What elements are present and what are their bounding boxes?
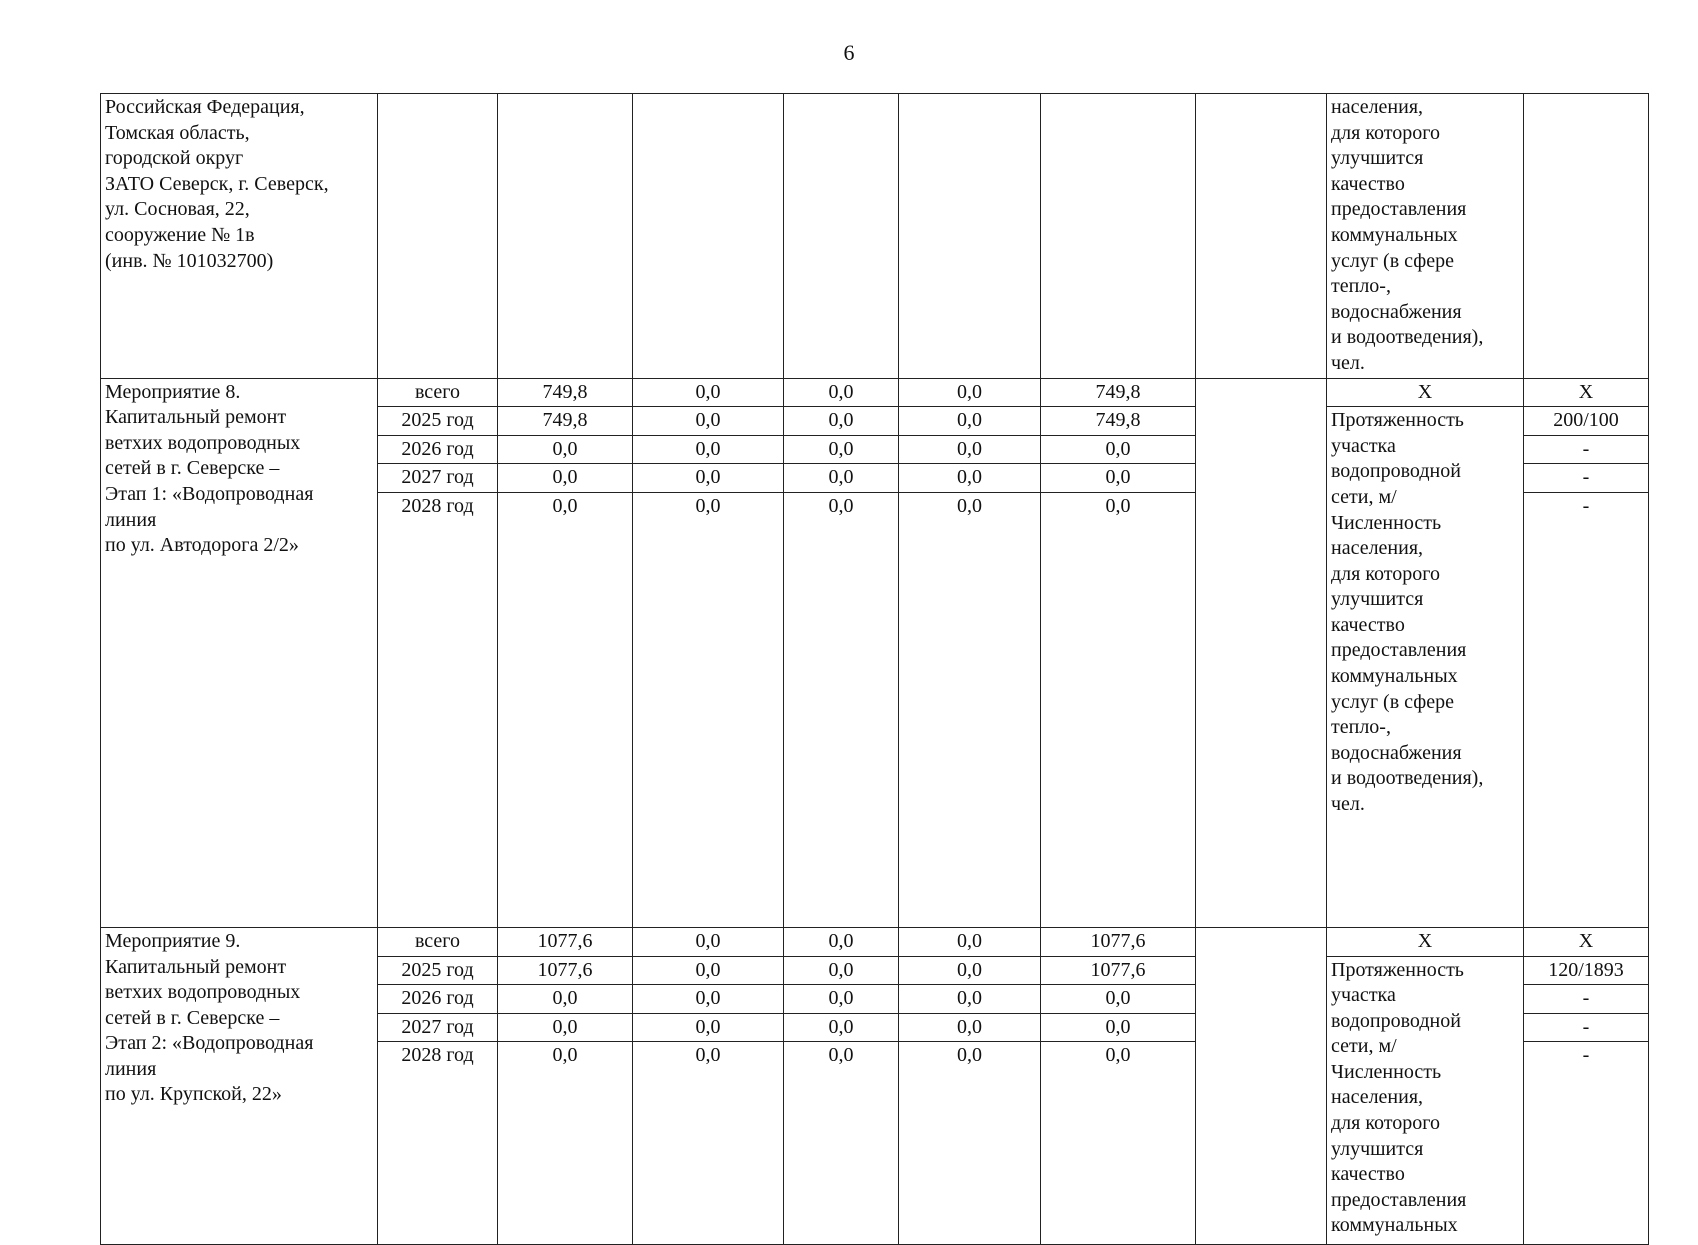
- empty-cell: [1196, 94, 1327, 379]
- indicator-cell: [1327, 94, 1524, 379]
- empty-cell: [899, 94, 1041, 379]
- text-line: Мероприятие 9.: [105, 929, 241, 952]
- text-line: для которого: [1331, 121, 1440, 144]
- empty-cell: [1041, 94, 1196, 379]
- funding-value-cell: 0,0: [633, 407, 784, 436]
- funding-value-cell: 0,0: [899, 985, 1041, 1014]
- funding-value-cell: 0,0: [498, 464, 633, 493]
- text-line: Численность: [1331, 511, 1442, 534]
- text-line: и водоотведения),: [1331, 767, 1484, 790]
- value-total-cell: Х: [1524, 927, 1649, 956]
- period-cell: всего: [378, 378, 498, 407]
- period-cell: 2027 год: [378, 464, 498, 493]
- empty-cell: [1524, 94, 1649, 379]
- funding-value-cell: 0,0: [1041, 464, 1196, 493]
- funding-value-cell: 0,0: [784, 927, 899, 956]
- measure-row: [101, 927, 1649, 956]
- text-line: тепло-,: [1331, 275, 1391, 298]
- text-line: водопроводной: [1331, 1009, 1461, 1032]
- funding-value-cell: 0,0: [899, 1013, 1041, 1042]
- funding-value-cell: 0,0: [899, 435, 1041, 464]
- text-line: участка: [1331, 984, 1396, 1007]
- text-line: сетей в г. Северске –: [105, 1006, 280, 1029]
- period-cell: 2028 год: [378, 492, 498, 927]
- period-cell: 2026 год: [378, 985, 498, 1014]
- text-line: населения,: [1331, 537, 1424, 560]
- text-line: водопроводной: [1331, 460, 1461, 483]
- text-line: качество: [1331, 613, 1405, 636]
- funding-value-cell: 0,0: [784, 378, 899, 407]
- funding-value-cell: 0,0: [899, 927, 1041, 956]
- text-line: качество: [1331, 1163, 1405, 1186]
- text-line: ул. Сосновая, 22,: [105, 198, 250, 221]
- text-line: (инв. № 101032700): [105, 249, 274, 272]
- text-line: линия: [105, 1057, 157, 1080]
- funding-value-cell: 0,0: [633, 464, 784, 493]
- text-line: сооружение № 1в: [105, 223, 255, 246]
- funding-value-cell: 749,8: [1041, 378, 1196, 407]
- funding-value-cell: 1077,6: [498, 956, 633, 985]
- indicator-value-cell: -: [1524, 435, 1649, 464]
- text-line: по ул. Крупской, 22»: [105, 1083, 282, 1106]
- text-line: Протяженность: [1331, 958, 1464, 981]
- funding-value-cell: 0,0: [1041, 985, 1196, 1014]
- text-line: Российская Федерация,: [105, 96, 305, 118]
- indicator-cell: [1327, 407, 1524, 928]
- text-line: коммунальных: [1331, 1214, 1458, 1237]
- text-line: Томская область,: [105, 121, 250, 144]
- text-line: участка: [1331, 434, 1396, 457]
- text-line: ЗАТО Северск, г. Северск,: [105, 172, 329, 195]
- empty-cell: [498, 94, 633, 379]
- text-line: сети, м/: [1331, 485, 1397, 508]
- funding-value-cell: 0,0: [784, 985, 899, 1014]
- funding-value-cell: 0,0: [899, 956, 1041, 985]
- text-line: чел.: [1331, 351, 1365, 374]
- funding-value-cell: 0,0: [899, 378, 1041, 407]
- text-line: Капитальный ремонт: [105, 955, 287, 978]
- funding-value-cell: 0,0: [1041, 492, 1196, 927]
- funding-value-cell: 0,0: [899, 407, 1041, 436]
- text-line: коммунальных: [1331, 223, 1458, 246]
- text-line: услуг (в сфере: [1331, 249, 1454, 272]
- indicator-value-cell: -: [1524, 985, 1649, 1014]
- funding-value-cell: 0,0: [633, 492, 784, 927]
- funding-value-cell: 0,0: [784, 407, 899, 436]
- funding-value-cell: 0,0: [784, 435, 899, 464]
- period-cell: 2027 год: [378, 1013, 498, 1042]
- indicator-value-cell: 200/100: [1524, 407, 1649, 436]
- text-line: ветхих водопроводных: [105, 981, 301, 1004]
- funding-value-cell: 0,0: [899, 464, 1041, 493]
- funding-value-cell: 0,0: [784, 1013, 899, 1042]
- funding-value-cell: 1077,6: [1041, 956, 1196, 985]
- funding-value-cell: 0,0: [899, 1042, 1041, 1245]
- funding-value-cell: 0,0: [633, 956, 784, 985]
- funding-value-cell: 0,0: [498, 1013, 633, 1042]
- text-line: сетей в г. Северске –: [105, 457, 280, 480]
- text-line: Протяженность: [1331, 409, 1464, 432]
- text-line: предоставления: [1331, 639, 1467, 662]
- page-number: 6: [843, 40, 855, 65]
- period-cell: 2026 год: [378, 435, 498, 464]
- funding-value-cell: 0,0: [498, 985, 633, 1014]
- indicator-value-cell: -: [1524, 1013, 1649, 1042]
- period-cell: 2028 год: [378, 1042, 498, 1245]
- indicator-cell: [1327, 956, 1524, 1245]
- text-line: качество: [1331, 172, 1405, 195]
- funding-value-cell: 0,0: [899, 492, 1041, 927]
- indicator-value-cell: -: [1524, 464, 1649, 493]
- funding-value-cell: 0,0: [1041, 435, 1196, 464]
- funding-value-cell: 1077,6: [498, 927, 633, 956]
- indicator-value-cell: -: [1524, 492, 1649, 927]
- funding-value-cell: 0,0: [633, 378, 784, 407]
- funding-value-cell: 0,0: [633, 435, 784, 464]
- funding-value-cell: 1077,6: [1041, 927, 1196, 956]
- text-line: Этап 2: «Водопроводная: [105, 1032, 314, 1055]
- value-total-cell: Х: [1524, 378, 1649, 407]
- indicator-value-cell: 120/1893: [1524, 956, 1649, 985]
- funding-value-cell: 0,0: [633, 1013, 784, 1042]
- funding-value-cell: 0,0: [784, 464, 899, 493]
- funding-value-cell: 0,0: [633, 985, 784, 1014]
- indicator-total-cell: Х: [1327, 378, 1524, 407]
- text-line: улучшится: [1331, 147, 1424, 170]
- funding-value-cell: 0,0: [784, 1042, 899, 1245]
- empty-cell: [1196, 378, 1327, 927]
- funding-value-cell: 749,8: [498, 378, 633, 407]
- empty-cell: [378, 94, 498, 379]
- text-line: по ул. Автодорога 2/2»: [105, 534, 299, 557]
- period-cell: 2025 год: [378, 407, 498, 436]
- funding-value-cell: 0,0: [498, 492, 633, 927]
- text-line: предоставления: [1331, 198, 1467, 221]
- text-line: чел.: [1331, 793, 1365, 816]
- funding-value-cell: 749,8: [1041, 407, 1196, 436]
- empty-cell: [1196, 927, 1327, 1244]
- funding-value-cell: 0,0: [1041, 1013, 1196, 1042]
- text-line: Численность: [1331, 1060, 1442, 1083]
- funding-value-cell: 0,0: [498, 1042, 633, 1245]
- period-cell: всего: [378, 927, 498, 956]
- funding-value-cell: 749,8: [498, 407, 633, 436]
- text-line: водоснабжения: [1331, 741, 1462, 764]
- empty-cell: [633, 94, 784, 379]
- text-line: коммунальных: [1331, 665, 1458, 688]
- period-cell: 2025 год: [378, 956, 498, 985]
- funding-value-cell: 0,0: [1041, 1042, 1196, 1245]
- indicator-total-cell: Х: [1327, 927, 1524, 956]
- funding-value-cell: 0,0: [498, 435, 633, 464]
- funding-value-cell: 0,0: [633, 927, 784, 956]
- program-table: [100, 93, 1649, 1245]
- text-line: населения,: [1331, 1086, 1424, 1109]
- text-line: ветхих водопроводных: [105, 431, 301, 454]
- text-line: линия: [105, 508, 157, 531]
- text-line: городской округ: [105, 147, 244, 170]
- text-line: и водоотведения),: [1331, 326, 1484, 349]
- text-line: улучшится: [1331, 1137, 1424, 1160]
- text-line: для которого: [1331, 1112, 1440, 1135]
- text-line: услуг (в сфере: [1331, 690, 1454, 713]
- object-address-cell: [101, 94, 378, 379]
- text-line: Этап 1: «Водопроводная: [105, 482, 314, 505]
- measure-row: [101, 378, 1649, 407]
- text-line: сети, м/: [1331, 1035, 1397, 1058]
- continuation-row: [101, 94, 1649, 379]
- funding-value-cell: 0,0: [633, 1042, 784, 1245]
- measure-name-cell: [101, 378, 378, 927]
- text-line: предоставления: [1331, 1188, 1467, 1211]
- text-line: улучшится: [1331, 588, 1424, 611]
- text-line: населения,: [1331, 96, 1424, 118]
- funding-value-cell: 0,0: [784, 956, 899, 985]
- measure-name-cell: [101, 927, 378, 1244]
- indicator-value-cell: -: [1524, 1042, 1649, 1245]
- text-line: водоснабжения: [1331, 300, 1462, 323]
- text-line: тепло-,: [1331, 716, 1391, 739]
- empty-cell: [784, 94, 899, 379]
- text-line: Капитальный ремонт: [105, 406, 287, 429]
- funding-value-cell: 0,0: [784, 492, 899, 927]
- text-line: для которого: [1331, 562, 1440, 585]
- text-line: Мероприятие 8.: [105, 380, 241, 403]
